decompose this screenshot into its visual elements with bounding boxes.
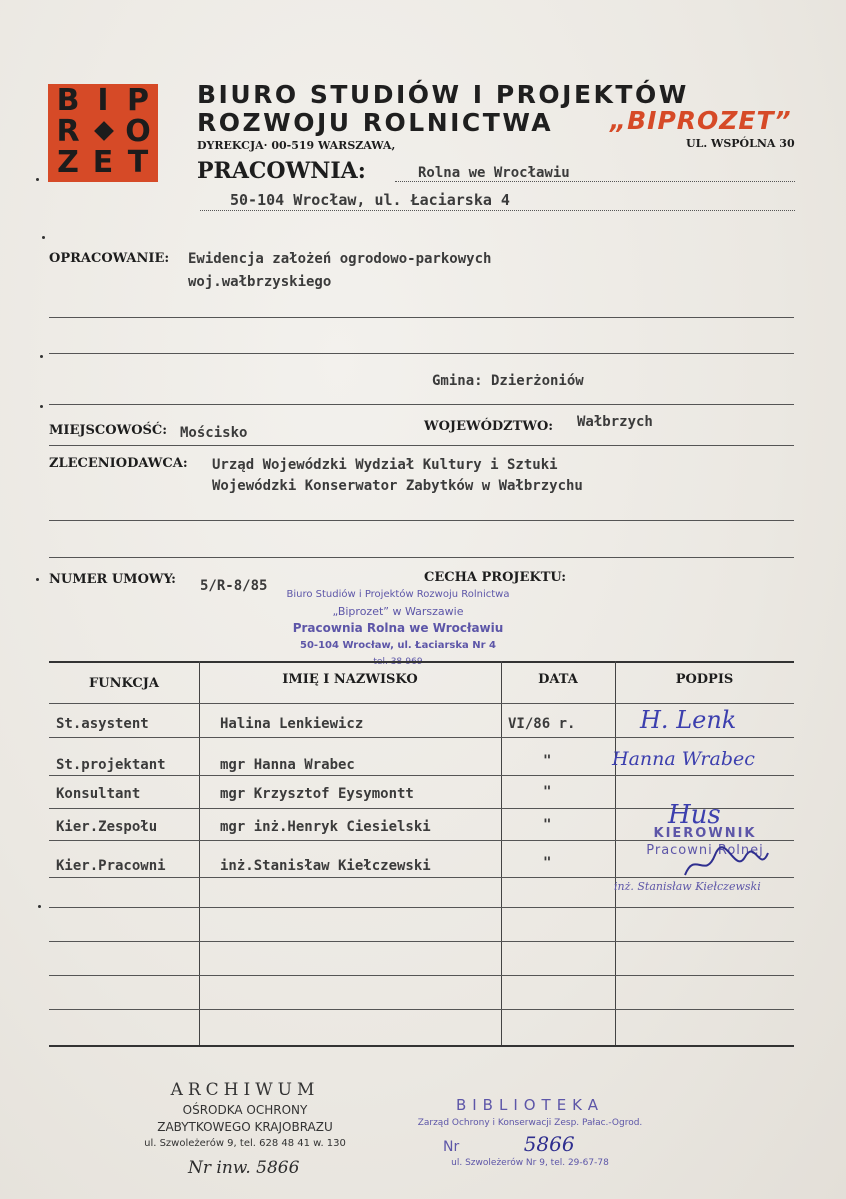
table-cell-data: VI/86 r. — [508, 716, 576, 732]
table-cell-data: " — [543, 817, 552, 833]
th-data: DATA — [538, 672, 578, 687]
archiwum-line: OŚRODKA OCHRONY — [182, 1103, 308, 1117]
logo-letter: O — [125, 114, 151, 149]
biprozet-stamp — [268, 586, 528, 671]
archiwum-stamp — [120, 1080, 370, 1149]
signature-lenkiewicz: H. Lenk — [640, 706, 737, 734]
kierownik-stamp-title: KIEROWNIK — [653, 826, 757, 841]
wojewodztwo-value: Wałbrzych — [577, 414, 653, 430]
opracowanie-line1: Ewidencja założeń ogrodowo-parkowych — [188, 251, 492, 267]
logo-letter: Z — [57, 145, 79, 180]
table-cell-data: " — [543, 855, 552, 871]
table-cell-funkcja: St.asystent — [56, 716, 149, 732]
table-cell-nazwisko: Halina Lenkiewicz — [220, 716, 364, 732]
stamp-line: 50-104 Wrocław, ul. Łaciarska Nr 4 — [300, 640, 496, 651]
punch-mark — [38, 905, 41, 908]
logo-letter: E — [92, 145, 114, 180]
biprozet-logo — [48, 84, 158, 182]
logo-letter: T — [127, 145, 149, 180]
header-brand: „BIPROZET” — [610, 106, 792, 135]
table-cell-nazwisko: mgr Hanna Wrabec — [220, 757, 355, 773]
signature-ciesielski: Hus — [668, 800, 721, 830]
header-dyrekcja: DYREKCJA· 00-519 WARSZAWA, — [197, 139, 396, 152]
logo-letter: I — [97, 83, 109, 118]
table-cell-data: " — [543, 753, 552, 769]
punch-mark — [42, 236, 45, 239]
wojewodztwo-label: WOJEWÓDZTWO: — [424, 419, 554, 434]
th-podpis: PODPIS — [675, 672, 734, 687]
kierownik-stamp-name: inż. Stanisław Kiełczewski — [614, 880, 761, 893]
pracownia-address: 50-104 Wrocław, ul. Łaciarska 4 — [230, 191, 510, 209]
biblioteka-title: BIBLIOTEKA — [455, 1096, 605, 1114]
stamp-line: „Biprozet” w Warszawie — [332, 605, 464, 618]
punch-mark — [36, 178, 39, 181]
biblioteka-line: Zarząd Ochrony i Konserwacji Zesp. Pałac.-Ogrod. — [417, 1118, 643, 1128]
table-cell-funkcja: Kier.Pracowni — [56, 858, 166, 874]
biblioteka-address: ul. Szwoleżerów Nr 9, tel. 29-67-78 — [451, 1158, 609, 1168]
header-line2: ROZWOJU ROLNICTWA — [197, 108, 554, 137]
logo-letter: P — [127, 83, 149, 118]
gmina: Gmina: Dzierżoniów — [432, 373, 584, 389]
opracowanie-label: OPRACOWANIE: — [49, 251, 170, 266]
header-line1: BIURO STUDIÓW I PROJEKTÓW — [197, 80, 689, 109]
table-cell-funkcja: Konsultant — [56, 786, 141, 802]
table-cell-nazwisko: mgr inż.Henryk Ciesielski — [220, 819, 431, 835]
zleceniodawca-label: ZLECENIODAWCA: — [49, 456, 188, 471]
table-cell-data: " — [543, 784, 552, 800]
stamp-line: Pracownia Rolna we Wrocławiu — [292, 621, 504, 635]
zleceniodawca-line2: Wojewódzki Konserwator Zabytków w Wałbrzychu — [212, 478, 583, 494]
header-address: UL. WSPÓLNA 30 — [686, 137, 795, 150]
punch-mark — [40, 355, 43, 358]
logo-letter: B — [56, 83, 80, 118]
archiwum-title: ARCHIWUM — [170, 1080, 320, 1100]
logo-letter: R — [56, 114, 80, 149]
signature-wrabec: Hanna Wrabec — [612, 748, 755, 770]
zleceniodawca-line1: Urząd Wojewódzki Wydział Kultury i Sztuki — [212, 457, 558, 473]
opracowanie-line2: woj.wałbrzyskiego — [188, 274, 332, 290]
miejscowosc-label: MIEJSCOWOŚĆ: — [49, 423, 168, 438]
biblioteka-stamp — [405, 1096, 655, 1168]
logo-diamond-icon — [94, 121, 114, 141]
miejscowosc-value: Mościsko — [180, 425, 248, 441]
th-nazwisko: IMIĘ I NAZWISKO — [282, 672, 418, 687]
punch-mark — [36, 578, 39, 581]
signature-kielczewski — [680, 845, 770, 885]
th-funkcja: FUNKCJA — [89, 676, 159, 691]
biblioteka-number: 5866 — [523, 1132, 575, 1156]
punch-mark — [40, 405, 43, 408]
biblioteka-nr-label: Nr — [443, 1139, 460, 1155]
numer-umowy-value: 5/R-8/85 — [200, 578, 268, 594]
cecha-projektu-label: CECHA PROJEKTU: — [424, 570, 567, 585]
archiwum-inventory-number: Nr inw. 5866 — [188, 1158, 300, 1178]
archiwum-line: ZABYTKOWEGO KRAJOBRAZU — [157, 1120, 333, 1134]
table-cell-nazwisko: mgr Krzysztof Eysymontt — [220, 786, 414, 802]
table-cell-nazwisko: inż.Stanisław Kiełczewski — [220, 858, 431, 874]
pracownia-label: PRACOWNIA: — [197, 158, 366, 184]
table-cell-funkcja: Kier.Zespołu — [56, 819, 158, 835]
numer-umowy-label: NUMER UMOWY: — [49, 572, 176, 587]
table-cell-funkcja: St.projektant — [56, 757, 166, 773]
kierownik-stamp-unit: Pracowni Rolnej — [646, 843, 764, 858]
pracownia-value: Rolna we Wrocławiu — [418, 165, 570, 181]
stamp-line: Biuro Studiów i Projektów Rozwoju Rolnictwa — [286, 589, 510, 600]
archiwum-address: ul. Szwoleżerów 9, tel. 628 48 41 w. 130 — [144, 1138, 346, 1149]
